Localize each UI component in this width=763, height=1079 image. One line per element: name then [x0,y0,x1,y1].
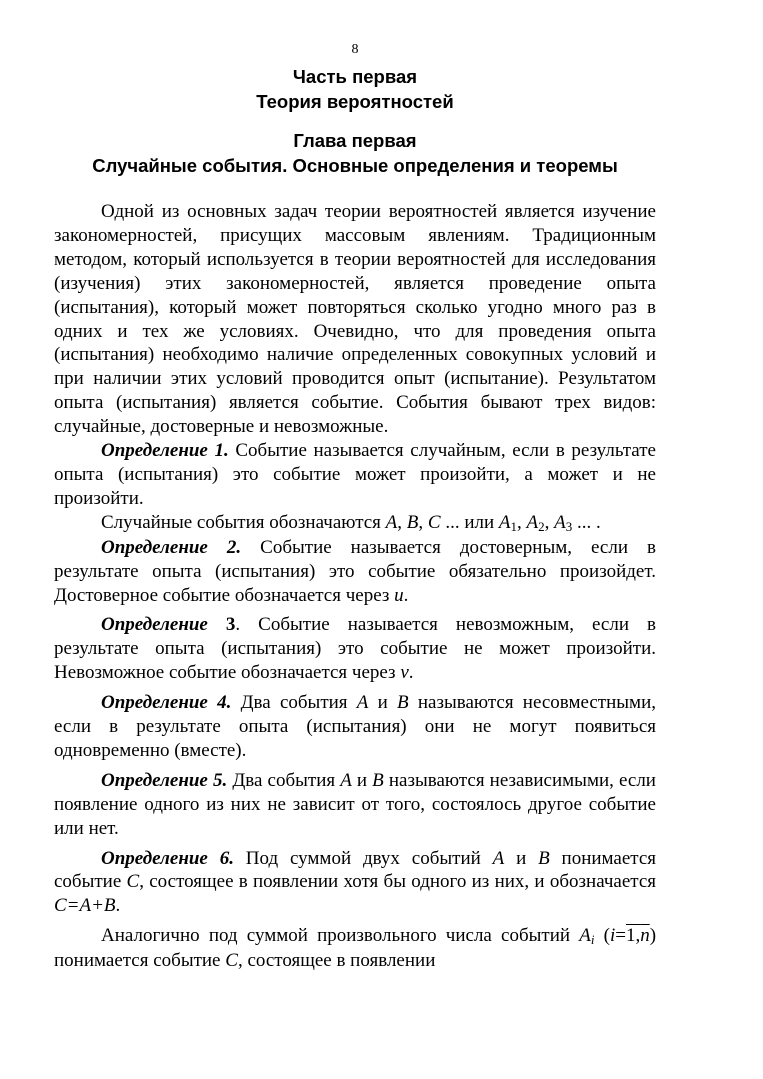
symbol-b: B [397,692,409,714]
paren: ( [594,925,610,947]
part-heading [54,64,656,114]
symbol-a: A [356,692,369,714]
definition-6 [54,847,656,919]
definition-term: Определение 6. [101,847,234,869]
conjunction: и [504,847,539,869]
symbol-a: A [492,847,505,869]
definition-text: . Событие называется невозможным, если в результате опыта (испытания) это событие не может произойти. Невозможное событие обозначается через [54,614,656,684]
definition-text: называются несовместными, если в результате опыта (испытания) они не могут появиться одновременно (вместе). [54,692,656,761]
definition-term: Определение 2. [101,536,242,558]
symbol-a3: A [554,511,566,533]
symbol-ai: A [579,925,591,947]
equals: = [615,925,626,947]
definition-term: Определение 1. [101,440,229,462]
separator: , [418,511,428,533]
symbol-b: B [538,847,550,869]
definition-text: Событие называется случайным, если в результате опыта (испытания) это событие может произойти, а может и не произойти. [54,440,656,509]
conjunction: и [351,769,373,791]
period: . [115,895,121,917]
definition-text: понимается событие [54,847,656,893]
notation-text: Случайные события обозначаются [101,511,386,533]
body-text [54,200,656,973]
index-i: i [609,925,616,947]
definition-number: 3 [207,614,236,636]
paren: ) [649,925,657,947]
symbol-a: A [385,511,398,533]
definition-4 [54,691,656,763]
symbol-u: u [394,584,404,606]
symbol-b: B [372,769,384,791]
formula: C=A+B [54,895,116,917]
chapter-heading [54,128,656,178]
paragraph-text: понимается событие [54,950,226,972]
definition-3 [54,613,656,685]
definition-text: Событие называется достоверным, если в результате опыта (испытания) это событие обязательно произойдет. Достоверное событие обозначается через [54,536,656,606]
chapter-subtitle: Случайные события. Основные определения и теоремы [92,155,618,176]
paragraph-text: Аналогично под суммой произвольного числа событий [101,925,580,947]
definition-term: Определение 5. [101,769,228,791]
analog-paragraph [54,924,656,973]
period: . [403,584,409,606]
conjunction: и [368,692,398,714]
definition-text: Два события [231,692,357,714]
symbol-c: C [427,511,441,533]
period: . [408,662,414,684]
notation-text: ... или [440,511,499,533]
definition-text: , состоящее в появлении хотя бы одного из них, и обозначается [139,871,656,893]
notation-end: ... . [572,511,601,533]
symbol-c: C [126,871,140,893]
symbol-a2: A [526,511,539,533]
subscript: 3 [565,518,573,534]
subscript: 1 [510,518,518,534]
definition-term: Определение [101,614,208,636]
separator: , [517,511,527,533]
index-n: n [640,925,650,947]
chapter-title: Глава первая [293,130,417,151]
part-title: Часть первая [292,66,418,87]
definition-2 [54,536,656,608]
definition-5 [54,769,656,841]
separator: , [544,511,555,533]
notation-paragraph [54,511,656,536]
symbol-v: v [400,662,409,684]
definition-1 [54,439,656,511]
range-start: 1, [625,925,641,947]
subscript: 2 [538,518,545,534]
definition-term: Определение 4. [101,692,232,714]
subscript: i [590,932,595,948]
definition-text: Под суммой двух событий [233,847,493,869]
separator: , [397,511,407,533]
range-overline [626,925,650,946]
symbol-b: B [406,511,419,533]
definition-text: называются независимыми, если появление одного из них не зависит от того, состоялось другое событие или нет. [54,769,656,839]
symbol-a1: A [498,511,511,533]
part-subtitle: Теория вероятностей [256,91,454,112]
paragraph-text: , состоящее в появлении [237,950,436,972]
intro-paragraph: Одной из основных задач теории вероятностей является изучение закономерностей, присущих массовым явлениям. Традиционным методом, который используется в теории вероятностей для исследования (изучения) этих закономерностей, является проведение опыта (испытания), который может повторяться сколько угодно много раз в одних и тех же условиях. Очевидно, что для проведения опыта (испытания) необходимо наличие определенных совокупных условий и при наличии этих условий проводится опыт (испытание). Результатом опыта (испытания) является событие. События бывают трех видов: случайные, достоверные и невозможные. [54,201,656,438]
symbol-a: A [340,769,352,791]
symbol-c: C [225,950,238,972]
page-number: 8 [351,42,359,57]
definition-text: Два события [227,769,341,791]
